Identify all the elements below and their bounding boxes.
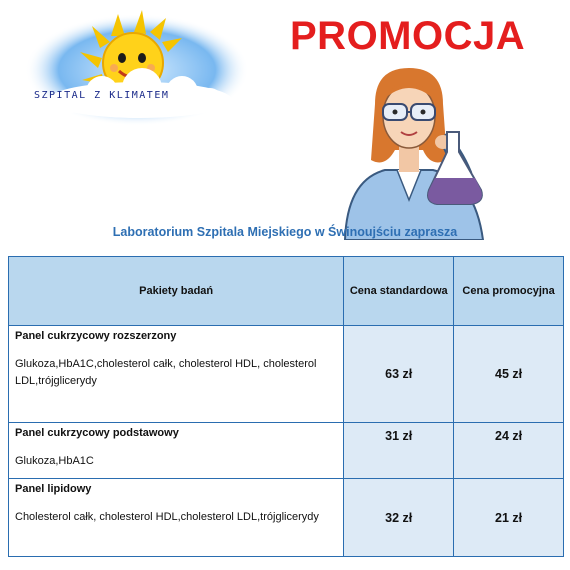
table-header-row — [9, 257, 564, 326]
header-standard-price: Cena standardowa — [344, 257, 454, 326]
table-row — [9, 423, 564, 479]
scientist-illustration — [335, 60, 515, 240]
invitation-text: Laboratorium Szpitala Miejskiego w Świnoujściu zaprasza — [112, 225, 458, 239]
promo-title: PROMOCJA — [290, 14, 526, 58]
standard-price: 31 zł — [344, 423, 454, 479]
package-name: Panel cukrzycowy rozszerzony — [15, 330, 177, 342]
package-tests: Glukoza,HbA1C,cholesterol całk, cholesterol HDL, cholesterol LDL,trójglicerydy — [15, 358, 317, 387]
price-table — [8, 256, 564, 557]
package-tests: Cholesterol całk, cholesterol HDL,cholesterol LDL,trójglicerydy — [15, 511, 319, 523]
package-name: Panel lipidowy — [15, 483, 92, 495]
table-row — [9, 479, 564, 557]
logo-text: SZPITAL Z KLIMATEM — [34, 90, 170, 101]
standard-price: 32 zł — [344, 479, 454, 557]
header-packages: Pakiety badań — [9, 257, 344, 326]
promo-price: 24 zł — [454, 423, 564, 479]
package-name: Panel cukrzycowy podstawowy — [15, 427, 179, 439]
table-row — [9, 326, 564, 423]
promo-price: 45 zł — [454, 326, 564, 423]
package-cell — [9, 479, 344, 557]
package-tests: Glukoza,HbA1C — [15, 455, 94, 467]
standard-price: 63 zł — [344, 326, 454, 423]
package-cell — [9, 423, 344, 479]
hospital-logo — [22, 8, 252, 126]
package-cell — [9, 326, 344, 423]
header-promo-price: Cena promocyjna — [454, 257, 564, 326]
promo-price: 21 zł — [454, 479, 564, 557]
